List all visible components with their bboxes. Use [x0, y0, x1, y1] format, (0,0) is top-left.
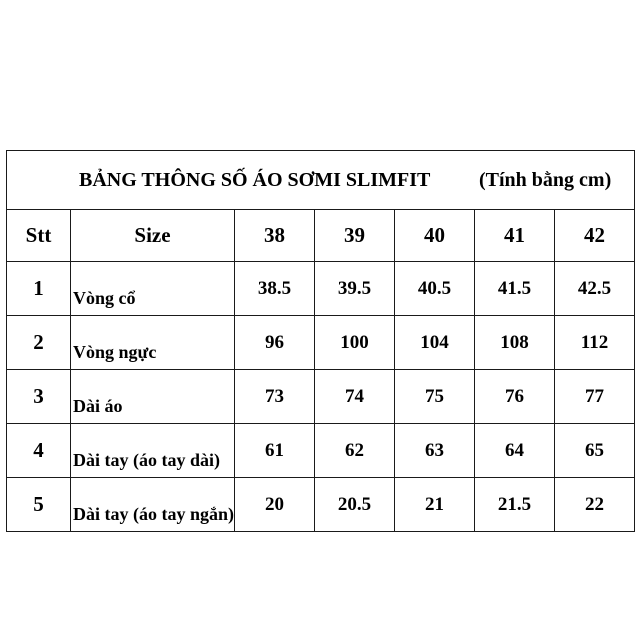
table-row: [7, 424, 635, 478]
value-cell: 112: [555, 316, 635, 370]
value-cell: 96: [235, 316, 315, 370]
value-cell: 20.5: [315, 478, 395, 532]
table-title: BẢNG THÔNG SỐ ÁO SƠMI SLIMFIT: [79, 169, 431, 191]
value-cell: 75: [395, 370, 475, 424]
row-parameter: Vòng cổ: [71, 262, 235, 316]
value-cell: 104: [395, 316, 475, 370]
value-cell: 77: [555, 370, 635, 424]
value-cell: 21: [395, 478, 475, 532]
row-parameter: Vòng ngực: [71, 316, 235, 370]
row-number: 2: [7, 316, 71, 370]
header-size-40: 40: [395, 210, 475, 262]
row-parameter: Dài tay (áo tay ngắn): [71, 478, 235, 532]
value-cell: 38.5: [235, 262, 315, 316]
value-cell: 39.5: [315, 262, 395, 316]
value-cell: 100: [315, 316, 395, 370]
table-row: [7, 262, 635, 316]
value-cell: 20: [235, 478, 315, 532]
header-size: Size: [71, 210, 235, 262]
value-cell: 40.5: [395, 262, 475, 316]
title-row: [7, 151, 635, 210]
size-chart-table: [6, 150, 635, 532]
title-cell: [7, 151, 635, 210]
table-row: [7, 370, 635, 424]
value-cell: 73: [235, 370, 315, 424]
table-row: [7, 478, 635, 532]
header-size-39: 39: [315, 210, 395, 262]
row-number: 5: [7, 478, 71, 532]
header-size-41: 41: [475, 210, 555, 262]
row-parameter: Dài áo: [71, 370, 235, 424]
value-cell: 42.5: [555, 262, 635, 316]
header-size-42: 42: [555, 210, 635, 262]
row-number: 3: [7, 370, 71, 424]
header-stt: Stt: [7, 210, 71, 262]
row-number: 4: [7, 424, 71, 478]
value-cell: 76: [475, 370, 555, 424]
header-size-38: 38: [235, 210, 315, 262]
header-row: [7, 210, 635, 262]
value-cell: 22: [555, 478, 635, 532]
value-cell: 108: [475, 316, 555, 370]
value-cell: 65: [555, 424, 635, 478]
value-cell: 41.5: [475, 262, 555, 316]
value-cell: 62: [315, 424, 395, 478]
value-cell: 74: [315, 370, 395, 424]
unit-note: (Tính bằng cm): [479, 169, 612, 191]
value-cell: 64: [475, 424, 555, 478]
row-number: 1: [7, 262, 71, 316]
table-row: [7, 316, 635, 370]
value-cell: 63: [395, 424, 475, 478]
value-cell: 21.5: [475, 478, 555, 532]
row-parameter: Dài tay (áo tay dài): [71, 424, 235, 478]
value-cell: 61: [235, 424, 315, 478]
